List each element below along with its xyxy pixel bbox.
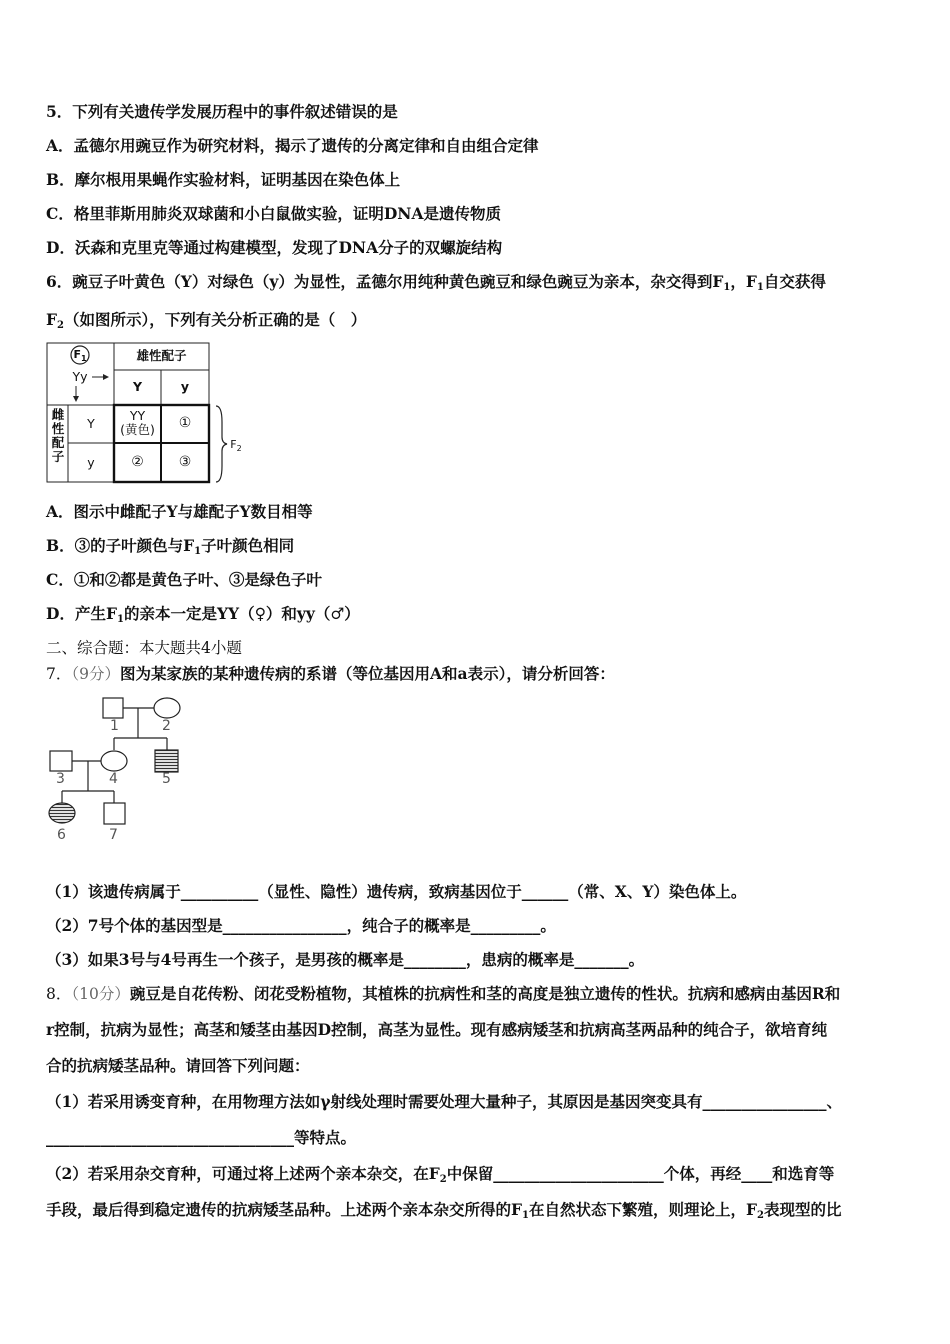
q8-subq2-line1: （2）若采用杂交育种，可通过将上述两个亲本杂交，在$F_2$中保留______________________个体，再经____和选育等 bbox=[46, 1164, 835, 1185]
q8-subq2-line2: 手段，最后得到稳定遗传的抗病矮茎品种。上述两个亲本杂交所得的$F_1$在自然状态下繁殖，则理论上，$F_2$表现型的比 bbox=[46, 1200, 842, 1221]
q8-subq1-line2: ________________________________等特点。 bbox=[46, 1128, 357, 1147]
pedigree-label-2: 2 bbox=[162, 718, 171, 734]
q5-option-d: D．沃森和克里克等通过构建模型，发现了DNA分子的双螺旋结构 bbox=[46, 238, 503, 257]
f1-label: $F_1$ bbox=[73, 348, 87, 363]
f2-label: $F_2$ bbox=[230, 438, 242, 453]
cell-YY: YY (黄色) bbox=[120, 408, 155, 437]
pedigree-label-1: 1 bbox=[110, 718, 119, 734]
cell-3: ③ bbox=[178, 454, 192, 470]
pedigree-label-3: 3 bbox=[56, 771, 65, 787]
row-header-y: y bbox=[87, 455, 95, 470]
q7-stem: 7．（9分）图为某家族的某种遗传病的系谱（等位基因用A和a表示），请分析回答： bbox=[46, 664, 615, 683]
cell-2: ② bbox=[131, 454, 144, 470]
col-header-y: y bbox=[180, 379, 190, 394]
q5-option-c: C．格里菲斯用肺炎双球菌和小白鼠做实验，证明DNA是遗传物质 bbox=[46, 204, 501, 223]
q8-subq1-line1: （1）若采用诱变育种，在用物理方法如γ射线处理时需要处理大量种子，其原因是基因突变具有________________、 bbox=[46, 1092, 843, 1111]
q6-option-a: A．图示中雌配子Y与雄配子Y数目相等 bbox=[46, 502, 313, 521]
pedigree-shapes bbox=[46, 692, 206, 852]
section-heading: 二、综合题：本大题共4小题 bbox=[46, 639, 242, 657]
pedigree-label-7: 7 bbox=[109, 827, 118, 843]
q8-stem-line1: 8．（10分）豌豆是自花传粉、闭花受粉植物，其植株的抗病性和茎的高度是独立遗传的性状。抗病和感病由基因R和 bbox=[46, 984, 841, 1003]
cell-1: ① bbox=[178, 415, 192, 431]
female-gamete-header: 雌 性 配 子 bbox=[51, 407, 65, 464]
pedigree-chart bbox=[46, 692, 206, 852]
q7-subq1: （1）该遗传病属于__________（显性、隐性）遗传病，致病基因位于______（常、X、Y）染色体上。 bbox=[46, 882, 747, 901]
q7-subq3: （3）如果3号与4号再生一个孩子，是男孩的概率是________，患病的概率是_______。 bbox=[46, 950, 645, 969]
q6-option-d: D．产生$F_1$的亲本一定是YY（♀）和yy（♂） bbox=[46, 604, 360, 625]
pedigree-label-5: 5 bbox=[162, 771, 171, 787]
q5-option-a: A．孟德尔用豌豆作为研究材料，揭示了遗传的分离定律和自由组合定律 bbox=[46, 136, 539, 155]
q5-option-b: B．摩尔根用果蝇作实验材料，证明基因在染色体上 bbox=[46, 170, 401, 189]
pedigree-label-6: 6 bbox=[57, 827, 66, 843]
q8-stem-line2: r控制，抗病为显性；高茎和矮茎由基因D控制，高茎为显性。现有感病矮茎和抗病高茎两品种的纯合子，欲培育纯 bbox=[46, 1020, 828, 1039]
row-header-Y: Y bbox=[87, 416, 95, 431]
male-gamete-header: 雄性配子 bbox=[136, 348, 187, 363]
q5-stem: 5．下列有关遗传学发展历程中的事件叙述错误的是 bbox=[46, 102, 398, 121]
col-header-Y: Y bbox=[132, 379, 143, 394]
punnett-square bbox=[46, 342, 246, 484]
q6-option-c: C．①和②都是黄色子叶、③是绿色子叶 bbox=[46, 570, 322, 589]
pedigree-label-4: 4 bbox=[109, 771, 118, 787]
q6-option-b: B．③的子叶颜色与$F_1$子叶颜色相同 bbox=[46, 536, 295, 557]
q6-stem-line2: $F_2$（如图所示），下列有关分析正确的是（ ） bbox=[46, 310, 367, 331]
parent-genotype: Yy bbox=[72, 369, 88, 384]
q6-stem-line1: 6．豌豆子叶黄色（Y）对绿色（y）为显性，孟德尔用纯种黄色豌豆和绿色豌豆为亲本，杂交得到$F_1$，$F_1$自交获得 bbox=[46, 272, 826, 293]
q7-subq2: （2）7号个体的基因型是________________，纯合子的概率是_________。 bbox=[46, 916, 556, 935]
q8-stem-line3: 合的抗病矮茎品种。请回答下列问题： bbox=[46, 1056, 310, 1075]
